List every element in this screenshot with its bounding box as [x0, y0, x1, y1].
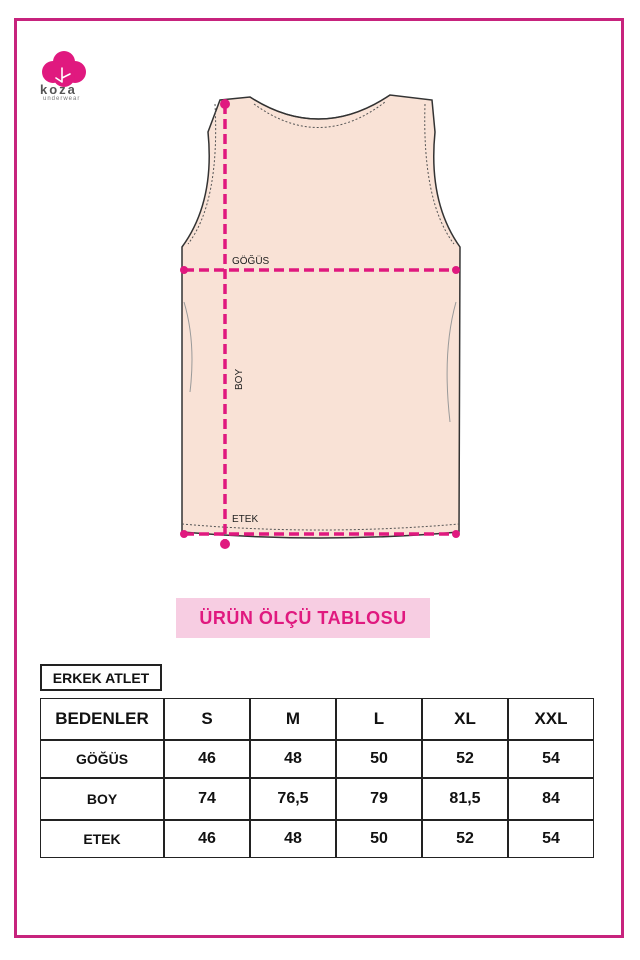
- table-cell: 79: [336, 778, 422, 820]
- table-corner-header: BEDENLER: [40, 698, 164, 740]
- table-category-label: ERKEK ATLET: [40, 664, 162, 691]
- row-label-chest: GÖĞÜS: [40, 740, 164, 778]
- row-label-hem: ETEK: [40, 820, 164, 858]
- size-header-l: L: [336, 698, 422, 740]
- brand-name: koza: [40, 82, 77, 97]
- row-label-length: BOY: [40, 778, 164, 820]
- chest-label: GÖĞÜS: [232, 256, 270, 267]
- length-label: BOY: [234, 368, 245, 390]
- brand-tagline: underwear: [43, 96, 81, 102]
- size-header-xxl: XXL: [508, 698, 594, 740]
- table-cell: 74: [164, 778, 250, 820]
- size-chart-title: ÜRÜN ÖLÇÜ TABLOSU: [176, 598, 430, 638]
- table-cell: 52: [422, 820, 508, 858]
- table-cell: 52: [422, 740, 508, 778]
- table-cell: 48: [250, 740, 336, 778]
- table-cell: 81,5: [422, 778, 508, 820]
- size-header-s: S: [164, 698, 250, 740]
- tank-top-diagram: [170, 92, 470, 562]
- table-cell: 46: [164, 820, 250, 858]
- table-cell: 54: [508, 820, 594, 858]
- table-cell: 84: [508, 778, 594, 820]
- table-cell: 50: [336, 740, 422, 778]
- size-header-m: M: [250, 698, 336, 740]
- table-cell: 48: [250, 820, 336, 858]
- table-cell: 76,5: [250, 778, 336, 820]
- table-cell: 50: [336, 820, 422, 858]
- size-header-xl: XL: [422, 698, 508, 740]
- hem-label: ETEK: [232, 514, 259, 525]
- table-cell: 46: [164, 740, 250, 778]
- table-cell: 54: [508, 740, 594, 778]
